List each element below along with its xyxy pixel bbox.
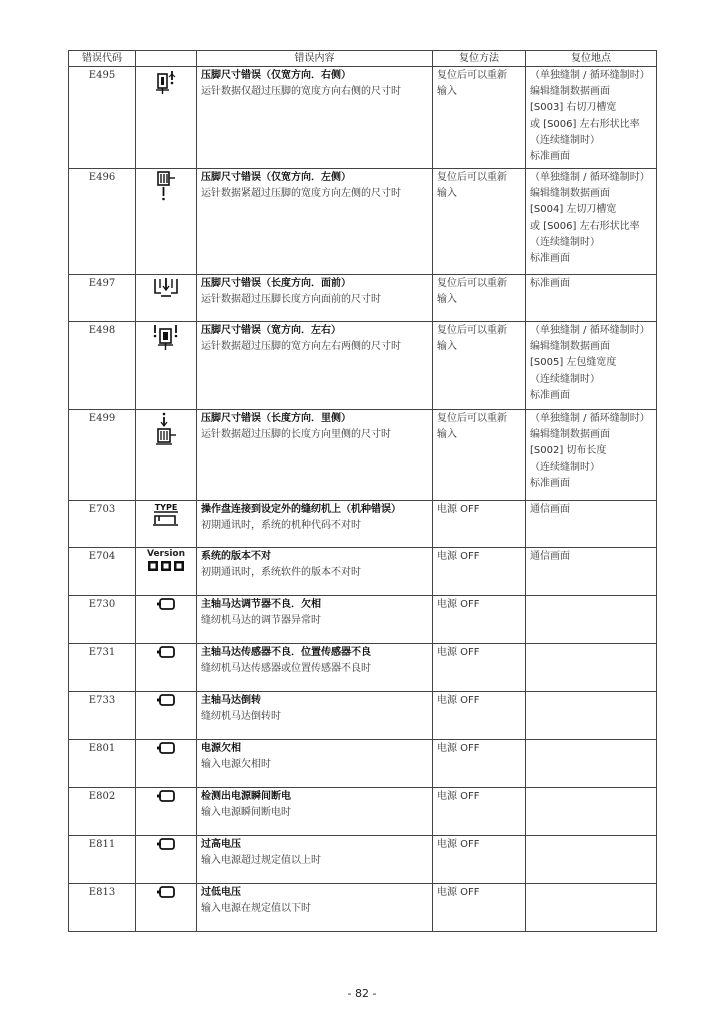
reset-method: [433, 740, 526, 788]
reset-method-line: 复位后可以重新: [437, 278, 507, 289]
table-row: [69, 884, 657, 932]
error-code: E703: [69, 501, 136, 548]
reset-method: [433, 501, 526, 548]
error-description: 缝纫机马达的调节器异常时: [201, 615, 321, 627]
reset-location-line: [S004] 左切刀槽宽: [530, 204, 617, 216]
reset-location-line: 通信画面: [530, 551, 570, 562]
error-title: 压脚尺寸错误（长度方向．面前）: [201, 278, 351, 289]
reset-location: [526, 169, 657, 275]
reset-location-line: [S005] 左包缝宽度: [530, 357, 617, 369]
reset-method: [433, 169, 526, 275]
reset-location: [526, 692, 657, 740]
motor-icon: [156, 837, 176, 853]
error-title: 主轴马达调节器不良．欠相: [201, 599, 321, 610]
error-title: 主轴马达传感器不良．位置传感器不良: [201, 647, 371, 658]
reset-location: [526, 322, 657, 410]
motor-icon: [156, 645, 176, 661]
reset-method: [433, 275, 526, 322]
reset-location: [526, 788, 657, 836]
error-code: E497: [69, 275, 136, 322]
error-code: E730: [69, 596, 136, 644]
reset-location: [526, 884, 657, 932]
error-title: 检测出电源瞬间断电: [201, 791, 291, 802]
error-description: 运针数据紧超过压脚的宽度方向左侧的尺寸时: [201, 188, 401, 200]
error-title: 压脚尺寸错误（仅宽方向．右侧）: [201, 70, 351, 81]
version-label: Version: [146, 549, 186, 559]
reset-method-line: 输入: [437, 188, 457, 200]
reset-method-line: 电源 OFF: [437, 647, 480, 658]
table-row: [69, 548, 657, 596]
error-description: 运针数据超过压脚的宽方向左右两侧的尺寸时: [201, 341, 401, 353]
reset-method-line: 电源 OFF: [437, 504, 480, 515]
reset-location-line: 通信画面: [530, 504, 570, 515]
reset-location-line: （单独缝制 / 循环缝制时）: [530, 172, 650, 183]
error-description: 缝纫机马达传感器或位置传感器不良时: [201, 663, 371, 675]
error-icon-cell: [136, 644, 197, 692]
reset-location-line: 标准画面: [530, 477, 570, 489]
reset-method: [433, 884, 526, 932]
error-code-table: [68, 50, 657, 932]
reset-method-line: 复位后可以重新: [437, 413, 507, 424]
reset-location-line: [S003] 右切刀槽宽: [530, 102, 617, 114]
error-icon-cell: [136, 596, 197, 644]
reset-location: [526, 596, 657, 644]
reset-location-line: 标准画面: [530, 253, 570, 265]
error-icon-cell: [136, 692, 197, 740]
reset-method: [433, 410, 526, 501]
motor-icon: [156, 885, 176, 901]
reset-location-line: 编辑缝制数据画面: [530, 429, 610, 441]
table-row: [69, 410, 657, 501]
reset-location: [526, 501, 657, 548]
header-content: 错误内容: [197, 51, 433, 67]
reset-location: [526, 548, 657, 596]
reset-method: [433, 67, 526, 169]
error-content: [197, 275, 433, 322]
error-description: 缝纫机马达倒转时: [201, 711, 281, 723]
reset-method: [433, 596, 526, 644]
reset-location-line: 编辑缝制数据画面: [530, 341, 610, 353]
error-content: [197, 501, 433, 548]
error-title: 主轴马达倒转: [201, 695, 261, 706]
error-code: E731: [69, 644, 136, 692]
reset-location-line: （单独缝制 / 循环缝制时）: [530, 413, 650, 424]
error-code: E733: [69, 692, 136, 740]
presser-length-back-icon: [154, 411, 178, 447]
reset-location: [526, 836, 657, 884]
reset-location: [526, 275, 657, 322]
header-location: 复位地点: [526, 51, 657, 67]
reset-location-line: 标准画面: [530, 278, 570, 289]
error-description: 输入电源瞬间断电时: [201, 807, 291, 819]
presser-width-both-icon: [152, 323, 180, 353]
error-code: E704: [69, 548, 136, 596]
reset-method: [433, 836, 526, 884]
error-icon-cell: [136, 836, 197, 884]
error-content: [197, 596, 433, 644]
reset-location-line: [S002] 切布长度: [530, 445, 607, 457]
reset-method-line: 输入: [437, 341, 457, 353]
error-title: 过高电压: [201, 839, 241, 850]
error-content: [197, 644, 433, 692]
table-row: [69, 836, 657, 884]
reset-location-line: 编辑缝制数据画面: [530, 188, 610, 200]
table-row: [69, 501, 657, 548]
error-description: 初期通讯时，系统的机种代码不对时: [201, 520, 361, 532]
error-icon-cell: [136, 275, 197, 322]
error-code: E811: [69, 836, 136, 884]
machine-type-icon: [151, 502, 181, 528]
error-code: E496: [69, 169, 136, 275]
header-code: 错误代码: [69, 51, 136, 67]
reset-method-line: 电源 OFF: [437, 791, 480, 802]
error-icon-cell: [136, 501, 197, 548]
error-code: E495: [69, 67, 136, 169]
reset-location: [526, 67, 657, 169]
header-icon: [136, 51, 197, 67]
reset-location-line: （连续缝制时）: [530, 373, 600, 385]
error-title: 过低电压: [201, 887, 241, 898]
error-title: 电源欠相: [201, 743, 241, 754]
reset-location-line: 或 [S006] 左右形状比率: [530, 220, 640, 232]
error-icon-cell: [136, 884, 197, 932]
table-row: [69, 322, 657, 410]
table-row: [69, 275, 657, 322]
presser-width-left-icon: [155, 170, 177, 202]
reset-location: [526, 740, 657, 788]
error-icon-cell: [136, 410, 197, 501]
error-title: 压脚尺寸错误（宽方向．左右）: [201, 325, 341, 336]
motor-icon: [156, 693, 176, 709]
reset-location-line: （连续缝制时）: [530, 461, 600, 473]
reset-method: [433, 692, 526, 740]
error-description: 运针数据超过压脚的长度方向里侧的尺寸时: [201, 429, 391, 441]
error-content: [197, 692, 433, 740]
error-description: 输入电源超过规定值以上时: [201, 855, 321, 867]
error-title: 系统的版本不对: [201, 551, 271, 562]
motor-icon: [156, 789, 176, 805]
header-reset: 复位方法: [433, 51, 526, 67]
motor-icon: [156, 597, 176, 613]
reset-location-line: （连续缝制时）: [530, 134, 600, 146]
reset-location: [526, 644, 657, 692]
error-icon-cell: [136, 788, 197, 836]
reset-method-line: 复位后可以重新: [437, 70, 507, 81]
error-content: [197, 548, 433, 596]
reset-method-line: 电源 OFF: [437, 743, 480, 754]
reset-location-line: 编辑缝制数据画面: [530, 86, 610, 98]
error-icon-cell: [136, 740, 197, 788]
motor-icon: [156, 741, 176, 757]
error-icon-cell: [136, 548, 197, 596]
error-title: 压脚尺寸错误（长度方向．里侧）: [201, 413, 351, 424]
error-description: 初期通讯时，系统软件的版本不对时: [201, 567, 361, 579]
error-code: E499: [69, 410, 136, 501]
error-title: 压脚尺寸错误（仅宽方向．左侧）: [201, 172, 351, 183]
presser-width-right-icon: [155, 68, 177, 98]
error-content: [197, 788, 433, 836]
error-content: [197, 410, 433, 501]
table-row: [69, 67, 657, 169]
error-icon-cell: [136, 322, 197, 410]
table-row: [69, 644, 657, 692]
table-row: [69, 169, 657, 275]
reset-location-line: 标准画面: [530, 389, 570, 401]
reset-method-line: 输入: [437, 429, 457, 441]
reset-method-line: 输入: [437, 86, 457, 98]
error-code: E801: [69, 740, 136, 788]
version-icon: [147, 549, 185, 575]
table-row: [69, 596, 657, 644]
table-body: [69, 67, 657, 932]
error-code: E802: [69, 788, 136, 836]
reset-location-line: （连续缝制时）: [530, 236, 600, 248]
reset-method-line: 电源 OFF: [437, 839, 480, 850]
reset-location-line: （单独缝制 / 循环缝制时）: [530, 325, 650, 336]
table-row: [69, 692, 657, 740]
error-code: E813: [69, 884, 136, 932]
reset-method-line: 复位后可以重新: [437, 325, 507, 336]
error-title: 操作盘连接到设定外的缝纫机上（机种错误）: [201, 504, 401, 515]
reset-method-line: 电源 OFF: [437, 551, 480, 562]
error-code: E498: [69, 322, 136, 410]
page-number: - 82 -: [347, 987, 377, 1000]
reset-method-line: 电源 OFF: [437, 599, 480, 610]
reset-location: [526, 410, 657, 501]
error-content: [197, 884, 433, 932]
error-content: [197, 836, 433, 884]
error-description: 输入电源在规定值以下时: [201, 903, 311, 915]
table-row: [69, 788, 657, 836]
presser-length-front-icon: [153, 276, 179, 298]
error-content: [197, 322, 433, 410]
reset-method: [433, 322, 526, 410]
reset-location-line: 或 [S006] 左右形状比率: [530, 118, 640, 130]
error-description: 运针数据超过压脚长度方向面前的尺寸时: [201, 294, 381, 306]
error-icon-cell: [136, 169, 197, 275]
error-icon-cell: [136, 67, 197, 169]
error-content: [197, 740, 433, 788]
error-content: [197, 169, 433, 275]
table-header-row: [69, 51, 657, 67]
reset-method: [433, 548, 526, 596]
reset-location-line: 标准画面: [530, 151, 570, 163]
reset-method-line: 输入: [437, 294, 457, 306]
type-label: TYPE: [154, 503, 178, 512]
error-description: 运针数据仅超过压脚的宽度方向右侧的尺寸时: [201, 86, 401, 98]
reset-method: [433, 644, 526, 692]
error-content: [197, 67, 433, 169]
reset-method-line: 电源 OFF: [437, 695, 480, 706]
reset-location-line: （单独缝制 / 循环缝制时）: [530, 70, 650, 81]
reset-method-line: 复位后可以重新: [437, 172, 507, 183]
table-row: [69, 740, 657, 788]
reset-method: [433, 788, 526, 836]
error-description: 输入电源欠相时: [201, 759, 271, 771]
reset-method-line: 电源 OFF: [437, 887, 480, 898]
